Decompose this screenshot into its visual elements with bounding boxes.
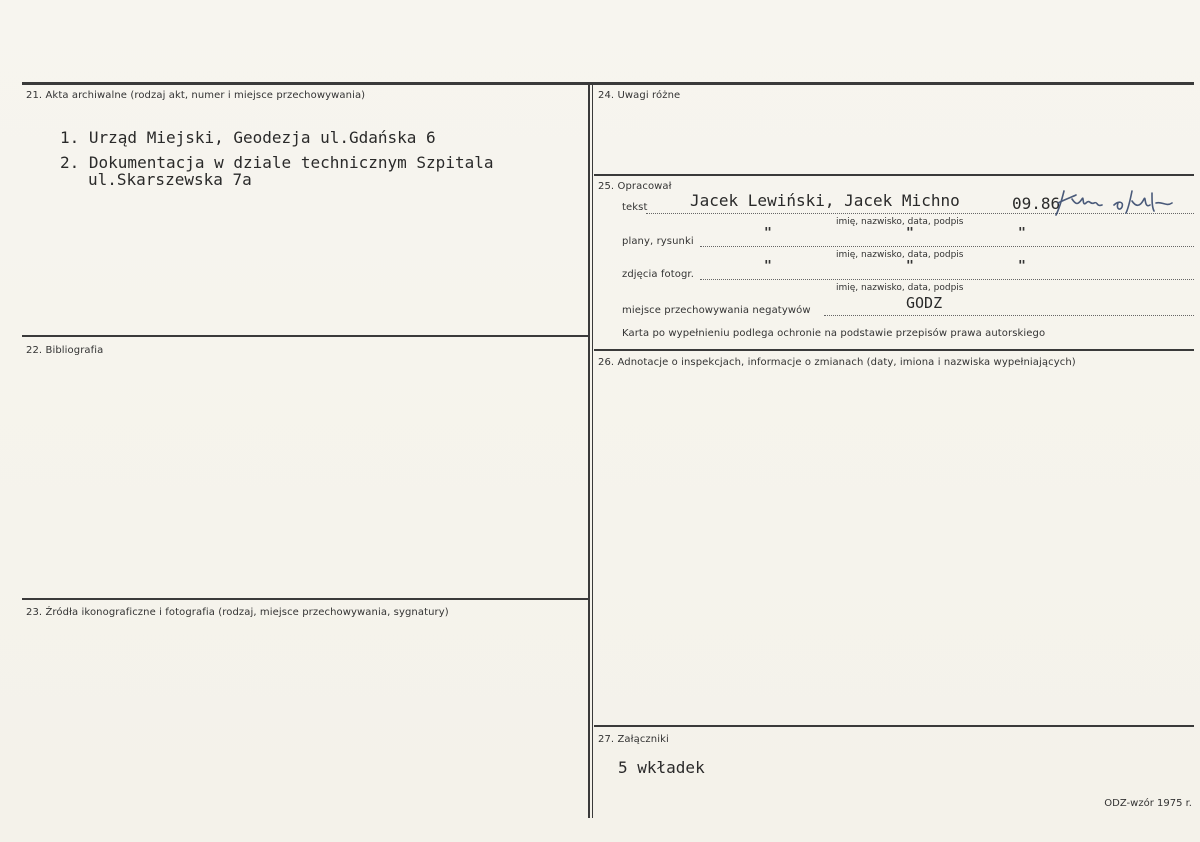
center-divider (588, 82, 590, 818)
section-25-label: 25. Opracował (598, 181, 672, 192)
archive-item-1: 1. Urząd Miejski, Geodezja ul.Gdańska 6 (60, 128, 436, 147)
archive-item-2: 2. Dokumentacja w dziale technicznym Szpitala (60, 153, 494, 172)
zdjecia-line (700, 279, 1194, 280)
left-divider-22-23 (22, 598, 588, 600)
zdjecia-caption: imię, nazwisko, data, podpis (836, 283, 964, 293)
tekst-caption: imię, nazwisko, data, podpis (836, 217, 964, 227)
section-26-label: 26. Adnotacje o inspekcjach, informacje o zmianach (daty, imiona i nazwiska wypełniających) (598, 357, 1076, 368)
form-version: ODZ-wzór 1975 r. (1104, 798, 1192, 809)
attachments-value: 5 wkładek (618, 758, 705, 777)
right-divider-26-27 (594, 725, 1194, 727)
zdjecia-ditto-3: " (1018, 259, 1026, 274)
right-divider-24-25 (594, 174, 1194, 176)
top-border (22, 82, 1194, 85)
negatywy-value: GODZ (906, 294, 943, 312)
plany-line (700, 246, 1194, 247)
plany-ditto-3: " (1018, 226, 1026, 241)
left-divider-21-22 (22, 335, 588, 337)
section-27-label: 27. Załączniki (598, 734, 669, 745)
section-24-label: 24. Uwagi różne (598, 90, 681, 101)
plany-ditto-2: " (906, 226, 914, 241)
negatywy-label: miejsce przechowywania negatywów (622, 305, 811, 316)
copyright-note: Karta po wypełnieniu podlega ochronie na podstawie przepisów prawa autorskiego (622, 328, 1046, 339)
section-22-label: 22. Bibliografia (26, 345, 104, 356)
section-23-label: 23. Źródła ikonograficzne i fotografia (rodzaj, miejsce przechowywania, sygnatury) (26, 607, 449, 618)
negatywy-line (824, 315, 1194, 316)
plany-label: plany, rysunki (622, 236, 694, 247)
tekst-value: Jacek Lewiński, Jacek Michno (690, 191, 960, 210)
tekst-date: 09.86 (1012, 194, 1061, 213)
right-divider-25-26 (594, 349, 1194, 351)
right-inner-divider (592, 82, 593, 818)
zdjecia-ditto-1: " (764, 259, 772, 274)
tekst-label: tekst (622, 202, 648, 213)
zdjecia-label: zdjęcia fotogr. (622, 269, 695, 280)
archive-item-2-cont: ul.Skarszewska 7a (88, 170, 252, 189)
plany-ditto-1: " (764, 226, 772, 241)
signature (1052, 185, 1180, 221)
zdjecia-ditto-2: " (906, 259, 914, 274)
section-21-label: 21. Akta archiwalne (rodzaj akt, numer i miejsce przechowywania) (26, 90, 366, 101)
plany-caption: imię, nazwisko, data, podpis (836, 250, 964, 260)
